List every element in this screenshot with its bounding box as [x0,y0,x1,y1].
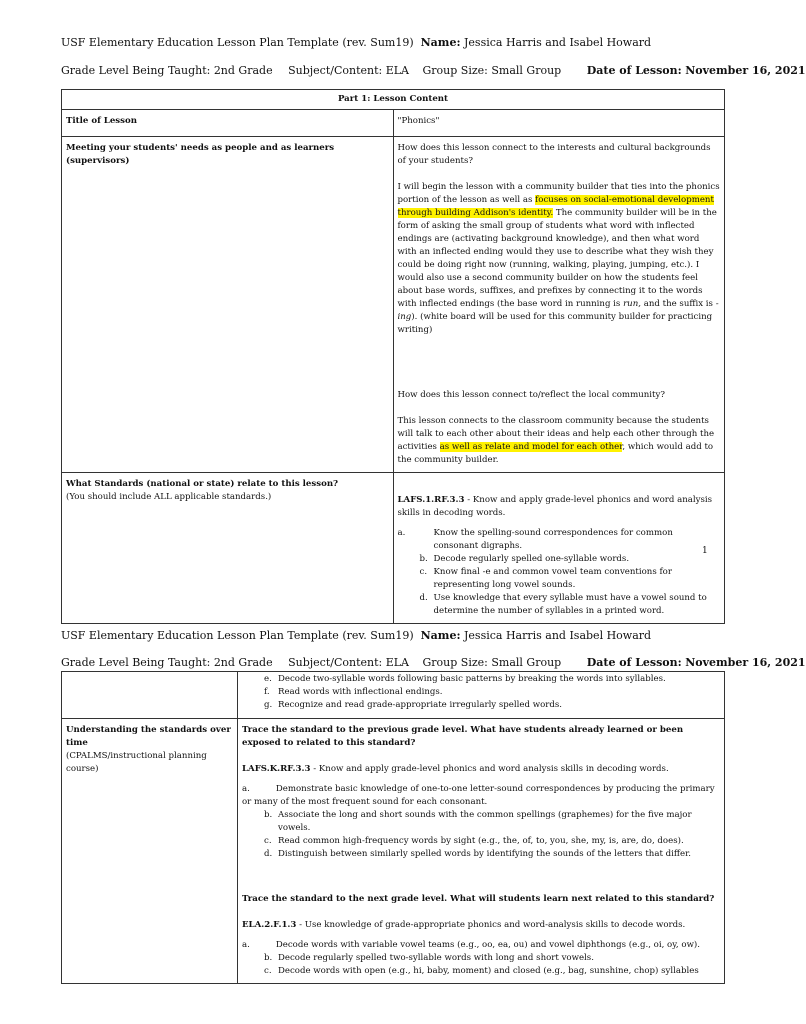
group-size: Group Size: Small Group [422,64,562,77]
page2-header-line2 [61,656,806,669]
date-value: November 16, 2021 [685,656,806,669]
standard-lafs-k: LAFS.K.RF.3.3 - Know and apply grade-level phonics and word analysis skills in decoding words. [242,764,669,774]
page1-header-line1 [61,36,651,49]
standards-continued-row [62,672,725,719]
lesson-content-table [61,89,725,624]
name-value: Jessica Harris and Isabel Howard [464,36,652,49]
date-value: November 16, 2021 [685,64,806,77]
title-row [62,110,725,137]
page1-header-line2 [61,64,806,77]
subject-content: Subject/Content: ELA [288,64,410,77]
standards-label: What Standards (national or state) relate to this lesson? (You should include ALL applicable standards.) [62,473,394,624]
subject-content: Subject/Content: ELA [288,656,410,669]
template-title: USF Elementary Education Lesson Plan Template (rev. Sum19) [61,36,414,49]
list-item: b. Decode regularly spelled one-syllable words. [419,554,630,564]
standard-ela-2: ELA.2.F.1.3 - Use knowledge of grade-appropriate phonics and word-analysis skills to decode words. [242,920,686,930]
part-row [62,90,725,110]
needs-row [62,137,725,473]
list-item: e. Decode two-syllable words following basic patterns by breaking the words into syllables. [264,674,666,684]
list-item: d. Distinguish between similarly spelled words by identifying the sounds of the letters that differ. [264,849,691,859]
next-grade-question: Trace the standard to the next grade level. What will students learn next related to this standard? [242,894,715,904]
name-value: Jessica Harris and Isabel Howard [464,629,652,642]
page-number: 1 [702,546,708,556]
page2-header-line1 [61,629,651,642]
previous-grade-question: Trace the standard to the previous grade level. What have students already learned or been exposed to related to this standard? [242,725,684,748]
needs-paragraph-1: I will begin the lesson with a community builder that ties into the phonics portion of the lesson as well as focuses on social-emotional development through building Addison's identity. The community builder will be in the form of asking the small group of students what word with inflected endings are (activating background knowledge), and then what word with an inflected ending would they use to describe what they wish they could be doing right now (running, walking, playing, jumping, etc.). I would also use a second community builder on how the students feel about base words, suffixes, and prefixes by connecting it to the words with inflected endings (the base word in running is run, and the suffix is -ing). (white board will be used for this community builder for practicing writing) [397,182,720,335]
needs-paragraph-2: This lesson connects to the classroom community because the students will talk to each other about their ideas and help each other through the activities as well as relate and model for each other, which would add to the community builder. [397,416,715,465]
needs-content [393,137,725,473]
template-title: USF Elementary Education Lesson Plan Template (rev. Sum19) [61,629,414,642]
next-items [242,952,720,978]
highlight-identity: focuses on social-emotional development through building Addison's identity. [397,195,714,218]
next-item-a: a. Decode words with variable vowel teams (e.g., oo, ea, ou) and vowel diphthongs (e.g., oi, oy, ow). [242,940,701,950]
understanding-content [238,719,725,984]
understanding-row [62,719,725,984]
standards-row [62,473,725,624]
standards-content [393,473,725,624]
list-item: c. Read common high-frequency words by sight (e.g., the, of, to, you, she, my, is, are, do, does). [264,836,684,846]
highlight-relate: as well as relate and model for each other [439,442,623,452]
lesson-content-table-continued [61,671,725,984]
list-item: d. Use knowledge that every syllable must have a vowel sound to determine the number of syllables in a printed word. [419,593,707,616]
list-item: c. Know final -e and common vowel team conventions for representing long vowel sounds. [419,567,672,590]
list-item: b. Associate the long and short sounds with the common spellings (graphemes) for the five major vowels. [264,810,692,833]
date-label: Date of Lesson: [586,656,682,669]
part-title: Part 1: Lesson Content [62,90,725,110]
understanding-label: Understanding the standards over time (CPALMS/instructional planning course) [62,719,238,984]
standard-items [398,527,721,618]
date-label: Date of Lesson: [586,64,682,77]
previous-item-a: a. Demonstrate basic knowledge of one-to-one letter-sound correspondences by producing the primary or many of the most frequent sound for each consonant. [242,784,715,807]
list-item: a. Know the spelling-sound correspondences for common consonant digraphs. [397,528,673,551]
standard-items-continued [242,673,720,712]
previous-items [242,809,720,861]
standards-continued [238,672,725,719]
name-label: Name: [420,629,461,642]
standard-lafs-1: LAFS.1.RF.3.3 - Know and apply grade-level phonics and word analysis skills in decoding words. [397,495,713,518]
grade-level: Grade Level Being Taught: 2nd Grade [61,64,273,77]
needs-label: Meeting your students' needs as people and as learners (supervisors) [62,137,394,473]
group-size: Group Size: Small Group [422,656,562,669]
list-item: f. Read words with inflectional endings. [264,687,443,697]
title-value: "Phonics" [393,110,725,137]
empty-label-cell [62,672,238,719]
needs-question-2: How does this lesson connect to/reflect the local community? [397,390,665,400]
title-label: Title of Lesson [62,110,394,137]
grade-level: Grade Level Being Taught: 2nd Grade [61,656,273,669]
needs-question-1: How does this lesson connect to the interests and cultural backgrounds of your students? [397,143,711,166]
list-item: g. Recognize and read grade-appropriate irregularly spelled words. [264,700,562,710]
list-item: b. Decode regularly spelled two-syllable words with long and short vowels. [264,953,594,963]
name-label: Name: [420,36,461,49]
list-item: c. Decode words with open (e.g., hi, baby, moment) and closed (e.g., bag, sunshine, chop) syllables [264,966,699,976]
